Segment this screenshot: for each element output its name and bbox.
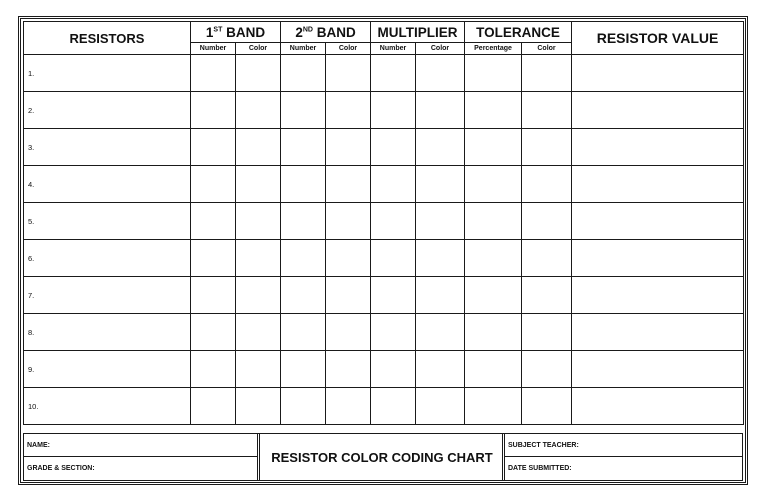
sub-header-color: Color	[522, 43, 572, 55]
table-row	[24, 277, 744, 314]
entry-cell[interactable]	[191, 166, 236, 203]
entry-cell[interactable]	[326, 351, 371, 388]
entry-cell[interactable]	[236, 277, 281, 314]
entry-cell[interactable]	[522, 277, 572, 314]
entry-cell[interactable]	[522, 351, 572, 388]
entry-cell[interactable]	[281, 240, 326, 277]
entry-cell[interactable]	[572, 388, 744, 425]
header-second-band: 2ND BAND	[281, 22, 371, 43]
footer-student-info	[24, 434, 260, 480]
entry-cell[interactable]	[465, 277, 522, 314]
chart-title: RESISTOR COLOR CODING CHART	[271, 449, 493, 465]
entry-cell[interactable]	[572, 203, 744, 240]
entry-cell[interactable]	[522, 92, 572, 129]
row-number-label: 3.	[24, 129, 191, 166]
table-row	[24, 129, 744, 166]
row-number-label: 10.	[24, 388, 191, 425]
entry-cell[interactable]	[371, 351, 416, 388]
name-field[interactable]: NAME:	[24, 434, 257, 457]
entry-cell[interactable]	[572, 129, 744, 166]
entry-cell[interactable]	[572, 277, 744, 314]
sub-header-color: Color	[326, 43, 371, 55]
entry-cell[interactable]	[416, 166, 465, 203]
entry-cell[interactable]	[371, 277, 416, 314]
entry-cell[interactable]	[326, 166, 371, 203]
table-row	[24, 388, 744, 425]
resistor-table	[23, 21, 744, 425]
entry-cell[interactable]	[371, 55, 416, 92]
entry-cell[interactable]	[371, 92, 416, 129]
sub-header-number: Number	[191, 43, 236, 55]
entry-cell[interactable]	[522, 240, 572, 277]
table-row	[24, 55, 744, 92]
entry-cell[interactable]	[416, 203, 465, 240]
footer	[23, 433, 743, 481]
row-number-label: 6.	[24, 240, 191, 277]
entry-cell[interactable]	[572, 314, 744, 351]
entry-cell[interactable]	[371, 129, 416, 166]
entry-cell[interactable]	[371, 166, 416, 203]
row-number-label: 1.	[24, 55, 191, 92]
entry-cell[interactable]	[326, 55, 371, 92]
entry-cell[interactable]	[281, 166, 326, 203]
sub-header-color: Color	[236, 43, 281, 55]
entry-cell[interactable]	[522, 129, 572, 166]
subject-teacher-field[interactable]: SUBJECT TEACHER:	[505, 434, 742, 457]
entry-cell[interactable]	[522, 203, 572, 240]
entry-cell[interactable]	[416, 129, 465, 166]
entry-cell[interactable]	[522, 314, 572, 351]
entry-cell[interactable]	[191, 55, 236, 92]
table-row	[24, 203, 744, 240]
date-submitted-field[interactable]: DATE SUBMITTED:	[508, 465, 572, 472]
entry-cell[interactable]	[281, 129, 326, 166]
entry-cell[interactable]	[326, 277, 371, 314]
entry-cell[interactable]	[236, 166, 281, 203]
entry-cell[interactable]	[416, 55, 465, 92]
header-first-band: 1ST BAND	[191, 22, 281, 43]
entry-cell[interactable]	[416, 277, 465, 314]
entry-cell[interactable]	[191, 240, 236, 277]
entry-cell[interactable]	[191, 129, 236, 166]
entry-cell[interactable]	[326, 314, 371, 351]
table-row	[24, 240, 744, 277]
entry-cell[interactable]	[572, 166, 744, 203]
header-multiplier: MULTIPLIER	[371, 22, 465, 43]
row-number-label: 4.	[24, 166, 191, 203]
grade-section-field[interactable]: GRADE & SECTION:	[27, 465, 95, 472]
entry-cell[interactable]	[522, 166, 572, 203]
entry-cell[interactable]	[572, 92, 744, 129]
entry-cell[interactable]	[371, 240, 416, 277]
entry-cell[interactable]	[326, 129, 371, 166]
row-number-label: 9.	[24, 351, 191, 388]
entry-cell[interactable]	[281, 92, 326, 129]
sub-header-percentage: Percentage	[465, 43, 522, 55]
entry-cell[interactable]	[236, 351, 281, 388]
entry-cell[interactable]	[191, 388, 236, 425]
entry-cell[interactable]	[371, 314, 416, 351]
entry-cell[interactable]	[572, 240, 744, 277]
entry-cell[interactable]	[416, 351, 465, 388]
sub-header-color: Color	[416, 43, 465, 55]
row-number-label: 8.	[24, 314, 191, 351]
entry-cell[interactable]	[281, 314, 326, 351]
sub-header-number: Number	[281, 43, 326, 55]
row-number-label: 7.	[24, 277, 191, 314]
entry-cell[interactable]	[326, 388, 371, 425]
entry-cell[interactable]	[191, 314, 236, 351]
entry-cell[interactable]	[191, 351, 236, 388]
table-body	[24, 55, 744, 425]
entry-cell[interactable]	[326, 240, 371, 277]
entry-cell[interactable]	[371, 203, 416, 240]
entry-cell[interactable]	[236, 55, 281, 92]
row-number-label: 2.	[24, 92, 191, 129]
entry-cell[interactable]	[281, 351, 326, 388]
entry-cell[interactable]	[465, 55, 522, 92]
table-row	[24, 92, 744, 129]
entry-cell[interactable]	[572, 55, 744, 92]
entry-cell[interactable]	[371, 388, 416, 425]
entry-cell[interactable]	[465, 240, 522, 277]
entry-cell[interactable]	[326, 203, 371, 240]
entry-cell[interactable]	[191, 203, 236, 240]
sub-header-number: Number	[371, 43, 416, 55]
entry-cell[interactable]	[236, 240, 281, 277]
entry-cell[interactable]	[236, 388, 281, 425]
entry-cell[interactable]	[465, 203, 522, 240]
header-tolerance: TOLERANCE	[465, 22, 572, 43]
row-number-label: 5.	[24, 203, 191, 240]
entry-cell[interactable]	[281, 55, 326, 92]
table-row	[24, 351, 744, 388]
header-resistors: RESISTORS	[24, 22, 191, 55]
entry-cell[interactable]	[572, 351, 744, 388]
entry-cell[interactable]	[416, 240, 465, 277]
entry-cell[interactable]	[326, 92, 371, 129]
table-row	[24, 314, 744, 351]
entry-cell[interactable]	[191, 92, 236, 129]
entry-cell[interactable]	[522, 55, 572, 92]
entry-cell[interactable]	[191, 277, 236, 314]
entry-cell[interactable]	[522, 388, 572, 425]
entry-cell[interactable]	[416, 314, 465, 351]
header-resistor-value: RESISTOR VALUE	[572, 22, 744, 55]
entry-cell[interactable]	[465, 92, 522, 129]
entry-cell[interactable]	[236, 92, 281, 129]
entry-cell[interactable]	[236, 129, 281, 166]
entry-cell[interactable]	[281, 203, 326, 240]
entry-cell[interactable]	[465, 166, 522, 203]
entry-cell[interactable]	[236, 203, 281, 240]
entry-cell[interactable]	[465, 314, 522, 351]
entry-cell[interactable]	[281, 388, 326, 425]
entry-cell[interactable]	[416, 388, 465, 425]
entry-cell[interactable]	[236, 314, 281, 351]
entry-cell[interactable]	[465, 351, 522, 388]
entry-cell[interactable]	[465, 388, 522, 425]
entry-cell[interactable]	[416, 92, 465, 129]
footer-teacher-info	[502, 434, 742, 480]
table-row	[24, 166, 744, 203]
entry-cell[interactable]	[465, 129, 522, 166]
entry-cell[interactable]	[281, 277, 326, 314]
